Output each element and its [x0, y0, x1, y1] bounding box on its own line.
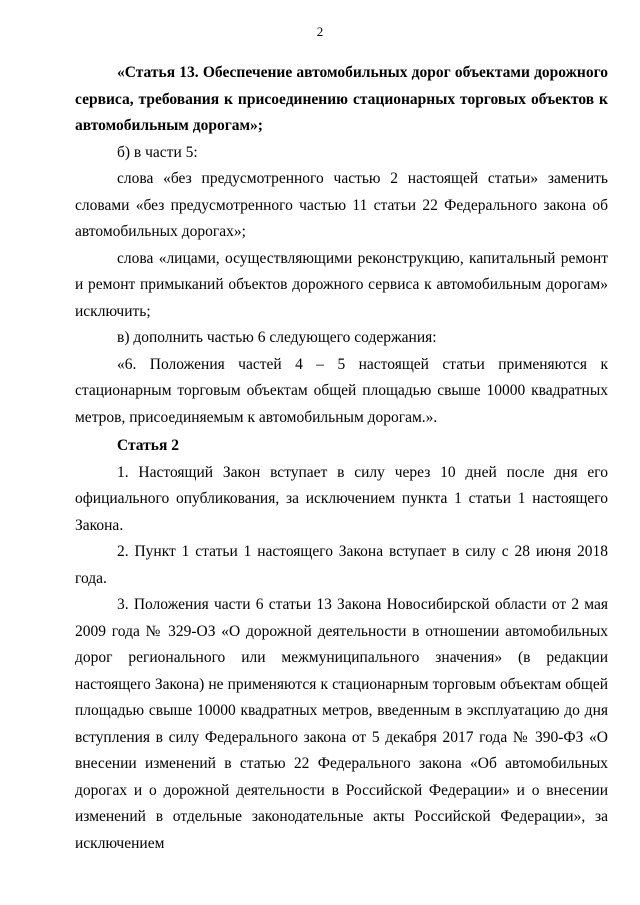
page-number: 2 [316, 24, 324, 39]
article-2-paragraph-3: 3. Положения части 6 статьи 13 Закона Новосибирской области от 2 мая 2009 года № 329-ОЗ «О дорожной деятельности в отношении автомобильных дорог регионального или межмуниципального значения» (в редакции настоящего Закона) не применяются к стационарным торговым объектам общей площадью свыше 10000 квадратных метров, введенным в эксплуатацию до дня вступления в силу Федерального закона от 5 декабря 2017 года № 390-ФЗ «О внесении изменений в статью 22 Федерального закона «Об автомобильных дорогах и о дорожной деятельности в Российской Федерации» и о внесении изменений в отдельные законодательные акты Российской Федерации», за исключением [75, 596, 608, 852]
article-2-heading: Статья 2 [117, 437, 179, 454]
exclude-words-paragraph: слова «лицами, осуществляющими реконструкцию, капитальный ремонт и ремонт примыканий объектов дорожного сервиса к автомобильным дорогам» исключить; [75, 249, 608, 320]
document-body [75, 60, 608, 857]
part-6-text: «6. Положения частей 4 – 5 настоящей статьи применяются к стационарным торговым объектам общей площадью свыше 10000 квадратных метров, присоединяемым к автомобильным дорогам.». [75, 355, 608, 426]
article-2-paragraph-2: 2. Пункт 1 статьи 1 настоящего Закона вступает в силу с 28 июня 2018 года. [75, 543, 608, 587]
amended-article-title: «Статья 13. Обеспечение автомобильных дорог объектами дорожного сервиса, требования к присоединению стационарных торговых объектов к автомобильным дорогам»; [75, 64, 608, 134]
replace-words-paragraph: слова «без предусмотренного частью 2 настоящей статьи» заменить словами «без предусмотренного частью 11 статьи 22 Федерального закона об автомобильных дорогах»; [75, 170, 608, 240]
subpoint-b: б) в части 5: [117, 143, 198, 161]
subpoint-v: в) дополнить частью 6 следующего содержания: [117, 329, 437, 346]
article-2-paragraph-1: 1. Настоящий Закон вступает в силу через 10 дней после дня его официального опубликования, за исключением пункта 1 статьи 1 настоящего Закона. [75, 463, 608, 534]
